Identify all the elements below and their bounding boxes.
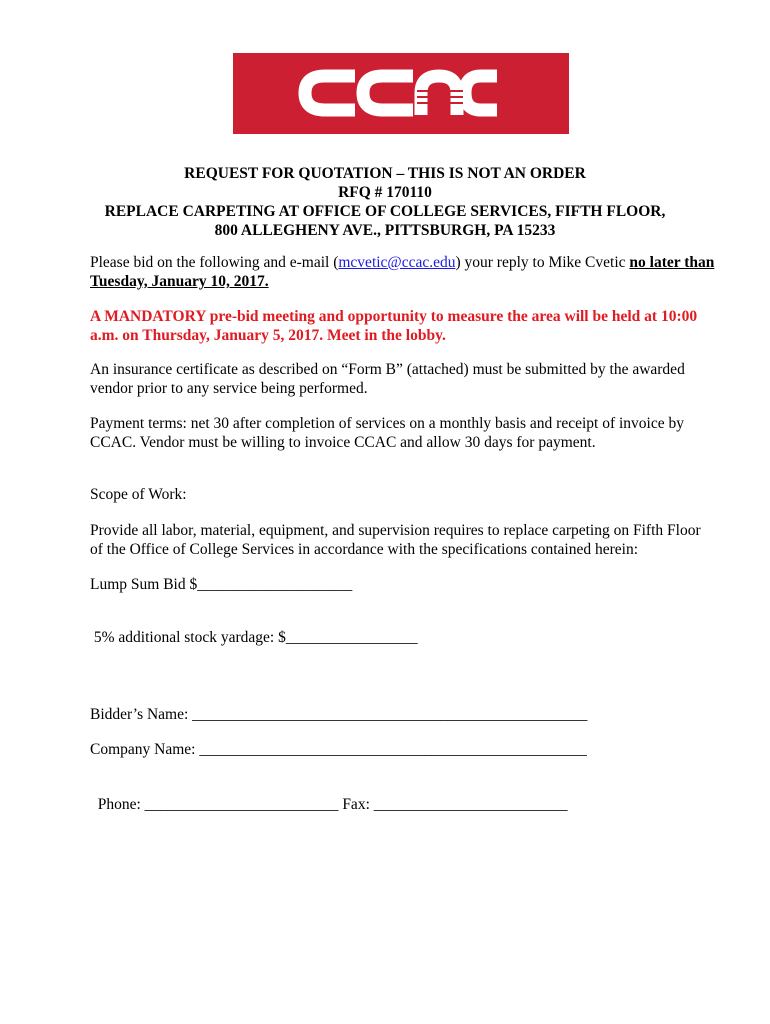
heading-line-3: REPLACE CARPETING AT OFFICE OF COLLEGE SERVICES, FIFTH FLOOR, — [104, 203, 666, 220]
logo-letter-a — [421, 76, 457, 115]
mandatory-meeting-notice — [90, 307, 710, 345]
bid-request-prefix: Please bid on the following and e-mail ( — [90, 254, 339, 271]
bid-request-paragraph — [90, 253, 715, 291]
bid-request-middle: ) your reply to Mike Cvetic — [455, 254, 630, 271]
scope-line-2: of the Office of College Services in accordance with the specifications contained herein: — [90, 541, 639, 558]
email-link[interactable]: mcvetic@ccac.edu — [338, 254, 456, 271]
insurance-line-1: An insurance certificate as described on “Form B” (attached) must be submitted by the awarded — [90, 361, 685, 378]
company-name-field[interactable]: Company Name: __________________________________________________ — [90, 741, 587, 758]
payment-terms-paragraph — [90, 414, 710, 452]
payment-line-1: Payment terms: net 30 after completion of services on a monthly basis and receipt of invoice by — [90, 415, 685, 432]
insurance-line-2: vendor prior to any service being performed. — [90, 380, 368, 397]
heading-line-4: 800 ALLEGHENY AVE., PITTSBURGH, PA 15233 — [214, 222, 556, 239]
document-heading — [0, 164, 770, 240]
deadline-part-1: no later than — [629, 254, 715, 271]
stock-yardage-field[interactable]: 5% additional stock yardage: $_________________ — [90, 629, 418, 646]
logo-letter-c3 — [465, 76, 497, 110]
phone-fax-row — [90, 776, 710, 814]
ccac-logo-mark — [233, 53, 569, 134]
heading-line-2: RFQ # 170110 — [338, 184, 432, 201]
logo-letter-c2 — [363, 76, 413, 110]
payment-line-2: CCAC. Vendor must be willing to invoice CCAC and allow 30 days for payment. — [90, 434, 596, 451]
ccac-logo — [233, 53, 569, 134]
scope-paragraph — [90, 521, 710, 559]
lump-sum-bid-field[interactable]: Lump Sum Bid $____________________ — [90, 576, 353, 593]
logo-letter-c1 — [305, 76, 355, 110]
heading-line-1: REQUEST FOR QUOTATION – THIS IS NOT AN ORDER — [184, 165, 586, 182]
insurance-paragraph — [90, 360, 710, 398]
deadline-part-2: Tuesday, January 10, 2017. — [90, 273, 269, 290]
phone-field[interactable]: Phone: _________________________ — [97, 796, 339, 813]
mandatory-line-1: A MANDATORY pre-bid meeting and opportunity to measure the area will be held at 10:00 — [90, 308, 698, 325]
scope-line-1: Provide all labor, material, equipment, and supervision requires to replace carpeting on Fifth Floor — [90, 522, 701, 539]
bidder-name-field[interactable]: Bidder’s Name: ___________________________________________________ — [90, 706, 588, 723]
scope-label: Scope of Work: — [90, 486, 187, 503]
mandatory-line-2: a.m. on Thursday, January 5, 2017. Meet in the lobby. — [90, 327, 446, 344]
fax-field[interactable]: Fax: _________________________ — [342, 796, 568, 813]
